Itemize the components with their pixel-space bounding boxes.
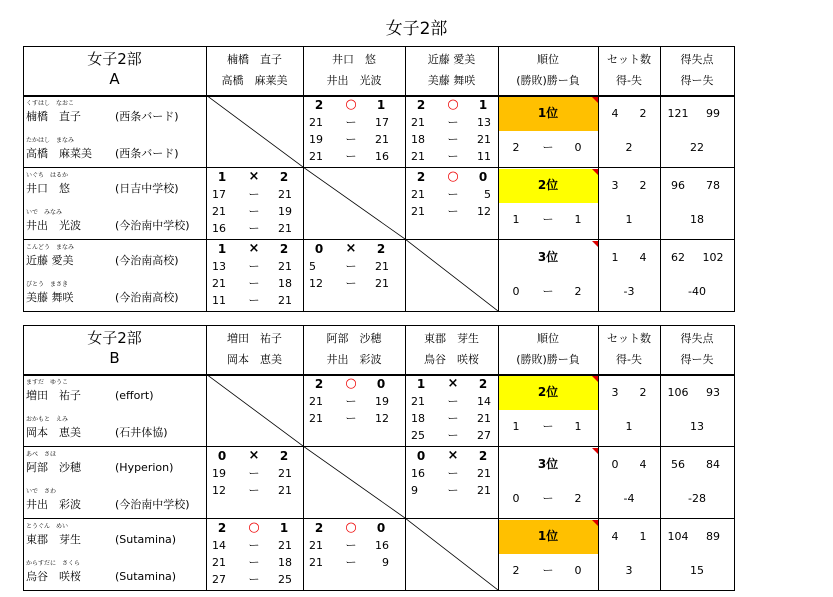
player-club: (今治南高校) [115,291,179,304]
game-score-left: 21 [309,539,323,552]
player-name: 岡本 恵美 [26,426,81,439]
rank-marker [592,448,598,454]
match-sets-lost: 0 [478,170,488,184]
game-score-left: 19 [212,467,226,480]
wins-losses-dash: ー [542,420,554,433]
rank-value: 1位 [537,529,559,543]
player-name: 井口 悠 [26,182,70,195]
game-score-dash: ー [248,205,260,218]
game-score-left: 16 [411,467,425,480]
game-score-dash: ー [248,484,260,497]
player-club: (西条バード) [115,110,179,123]
sets-won: 1 [611,251,619,264]
header-rank: 順位 [537,332,559,345]
game-score-right: 25 [278,573,292,586]
rank-marker [592,97,598,103]
win-circle-icon: ○ [345,520,357,535]
player-club: (Sutamina) [115,570,177,583]
loss-cross-icon: × [248,241,260,256]
game-score-dash: ー [447,412,459,425]
match-sets-lost: 2 [279,242,289,256]
player-club: (effort) [115,389,154,402]
player-name: 楠橋 直子 [26,110,81,123]
game-score-right: 21 [278,222,292,235]
sets-won: 0 [611,458,619,471]
grid-hline [23,590,735,591]
match-sets-won: 2 [314,377,324,391]
player-furigana: いぐち はるか [26,172,69,179]
points-diff: 13 [690,420,704,433]
win-circle-icon: ○ [345,376,357,391]
game-score-right: 21 [278,467,292,480]
sets-diff: 1 [625,213,633,226]
wins-losses-dash: ー [542,285,554,298]
game-score-right: 19 [278,205,292,218]
game-score-right: 21 [278,484,292,497]
game-score-right: 21 [477,484,491,497]
game-score-left: 21 [212,277,226,290]
game-score-dash: ー [248,260,260,273]
game-score-left: 11 [212,294,226,307]
player-name: 増田 祐子 [26,389,81,402]
game-score-dash: ー [447,188,459,201]
header-set: セット数 [607,53,651,66]
game-score-dash: ー [345,116,357,129]
losses-value: 0 [574,141,582,154]
points-diff: 22 [690,141,704,154]
points-for: 56 [671,458,685,471]
column-header-player: 近藤 愛美 [427,53,476,66]
column-header-player: 美藤 舞咲 [427,74,476,87]
game-score-left: 12 [309,277,323,290]
rank-value: 3位 [537,457,559,471]
game-score-left: 21 [309,150,323,163]
player-furigana: こんどう まなみ [26,244,75,251]
column-header-player: 増田 祐子 [227,332,282,345]
loss-cross-icon: × [248,169,260,184]
game-score-right: 18 [278,556,292,569]
self-match-diagonal [405,518,498,590]
wins-value: 0 [512,492,520,505]
wins-losses-dash: ー [542,492,554,505]
sets-won: 3 [611,179,619,192]
wins-losses-dash: ー [542,141,554,154]
group-a-table [23,46,734,313]
player-furigana: おかもと えみ [26,416,69,423]
player-name: 美藤 舞咲 [26,291,74,304]
column-header-player: 高橋 麻莱美 [221,74,288,87]
match-sets-won: 2 [314,521,324,535]
sets-lost: 2 [639,179,647,192]
sets-lost: 1 [639,530,647,543]
points-for: 121 [667,107,689,120]
points-for: 96 [671,179,685,192]
game-score-right: 16 [375,150,389,163]
game-score-dash: ー [345,133,357,146]
match-sets-won: 0 [416,449,426,463]
game-score-right: 5 [484,188,491,201]
sets-lost: 4 [639,458,647,471]
game-score-right: 21 [278,539,292,552]
group-letter: A [109,70,120,88]
rank-marker [592,241,598,247]
column-header-player: 阿部 沙穂 [326,332,382,345]
match-sets-lost: 1 [279,521,289,535]
game-score-left: 5 [309,260,316,273]
player-furigana: いで さわ [26,488,57,495]
column-header-player: 楠橋 直子 [227,53,282,66]
loss-cross-icon: × [447,376,459,391]
header-rank-sub: (勝敗)勝ー負 [516,74,580,87]
match-sets-won: 2 [217,521,227,535]
header-rank: 順位 [537,53,559,66]
sets-diff: 2 [625,141,633,154]
game-score-dash: ー [248,467,260,480]
points-against: 102 [702,251,724,264]
game-score-right: 12 [375,412,389,425]
game-score-dash: ー [345,395,357,408]
game-score-left: 21 [309,412,323,425]
game-score-dash: ー [248,294,260,307]
player-name: 近藤 愛美 [26,254,74,267]
player-club: (西条バード) [115,147,179,160]
page-title: 女子2部 [385,19,448,39]
game-score-dash: ー [248,188,260,201]
loss-cross-icon: × [248,448,260,463]
game-score-right: 17 [375,116,389,129]
column-header-player: 井口 悠 [332,53,376,66]
rank-marker [592,169,598,175]
group-label: 女子2部 [87,329,142,347]
game-score-right: 21 [477,412,491,425]
grid-hline [23,374,735,376]
loss-cross-icon: × [345,241,357,256]
game-score-dash: ー [345,277,357,290]
column-header-player: 鳥谷 咲桜 [424,353,479,366]
player-club: (日吉中学校) [115,182,179,195]
game-score-dash: ー [447,467,459,480]
game-score-left: 9 [411,484,418,497]
grid-hline [23,239,735,240]
player-name: 井出 光波 [26,219,81,232]
grid-vline [734,325,735,590]
header-points-sub: 得ー失 [680,353,714,366]
game-score-dash: ー [447,116,459,129]
sets-won: 4 [611,530,619,543]
player-furigana: からすだに さくら [26,560,81,567]
game-score-left: 12 [212,484,226,497]
player-club: (Sutamina) [115,533,177,546]
header-set-sub: 得-失 [616,353,642,366]
game-score-left: 21 [411,188,425,201]
game-score-right: 9 [382,556,389,569]
player-furigana: あべ さほ [26,451,57,458]
player-name: 井出 彩波 [26,498,81,511]
match-sets-won: 1 [416,377,426,391]
grid-hline [23,518,735,519]
sets-lost: 4 [639,251,647,264]
player-furigana: たかはし まなみ [26,137,75,144]
grid-hline [23,325,735,326]
match-sets-won: 2 [416,98,426,112]
player-furigana: とうぐん めい [26,523,69,530]
rank-marker [592,376,598,382]
sets-diff: -4 [623,492,635,505]
match-sets-lost: 2 [478,377,488,391]
player-name: 阿部 沙穂 [26,461,81,474]
grid-hline [23,95,735,97]
header-set-sub: 得-失 [616,74,642,87]
win-circle-icon: ○ [447,169,459,184]
game-score-right: 27 [477,429,491,442]
match-sets-won: 2 [314,98,324,112]
self-match-diagonal [303,167,405,239]
game-score-right: 11 [477,150,491,163]
game-score-right: 21 [375,133,389,146]
game-score-dash: ー [345,412,357,425]
sets-won: 4 [611,107,619,120]
wins-value: 1 [512,213,520,226]
header-rank-sub: (勝敗)勝ー負 [516,353,580,366]
game-score-dash: ー [447,395,459,408]
player-club: (石井体協) [115,426,168,439]
game-score-left: 18 [411,412,425,425]
player-furigana: ますだ ゆうこ [26,379,69,386]
game-score-right: 14 [477,395,491,408]
points-diff: 18 [690,213,704,226]
player-furigana: びとう まさき [26,281,69,288]
match-sets-won: 2 [416,170,426,184]
rank-value: 2位 [537,178,559,192]
points-against: 84 [706,458,720,471]
game-score-left: 18 [411,133,425,146]
game-score-right: 21 [375,277,389,290]
wins-value: 1 [512,420,520,433]
grid-hline [23,46,735,47]
header-points: 得失点 [680,332,714,345]
game-score-dash: ー [447,484,459,497]
game-score-left: 14 [212,539,226,552]
game-score-left: 19 [309,133,323,146]
game-score-right: 13 [477,116,491,129]
sets-won: 3 [611,386,619,399]
game-score-right: 18 [278,277,292,290]
header-points-sub: 得ー失 [680,74,714,87]
game-score-left: 21 [309,556,323,569]
game-score-left: 16 [212,222,226,235]
player-club: (今治南中学校) [115,498,190,511]
game-score-left: 21 [212,205,226,218]
game-score-left: 21 [411,395,425,408]
points-for: 104 [667,530,689,543]
sets-diff: 1 [625,420,633,433]
group-label: 女子2部 [87,50,142,68]
points-against: 89 [706,530,720,543]
game-score-dash: ー [447,429,459,442]
group-letter: B [109,349,120,367]
match-sets-lost: 2 [478,449,488,463]
points-against: 93 [706,386,720,399]
win-circle-icon: ○ [248,520,260,535]
rank-marker [592,520,598,526]
rank-value: 1位 [537,106,559,120]
game-score-right: 16 [375,539,389,552]
points-diff: 15 [690,564,704,577]
match-sets-won: 0 [217,449,227,463]
column-header-player: 井出 彩波 [326,353,382,366]
game-score-left: 21 [309,116,323,129]
losses-value: 2 [574,285,582,298]
game-score-dash: ー [248,556,260,569]
game-score-dash: ー [345,556,357,569]
game-score-right: 21 [477,133,491,146]
grid-hline [23,311,735,312]
sets-lost: 2 [639,107,647,120]
game-score-dash: ー [345,539,357,552]
match-sets-lost: 2 [279,170,289,184]
player-club: (Hyperion) [115,461,174,474]
win-circle-icon: ○ [447,97,459,112]
rank-value: 2位 [537,385,559,399]
player-name: 東郡 芽生 [26,533,81,546]
match-sets-lost: 1 [478,98,488,112]
column-header-player: 岡本 恵美 [227,353,282,366]
points-for: 106 [667,386,689,399]
game-score-right: 21 [278,188,292,201]
game-score-dash: ー [345,260,357,273]
game-score-left: 21 [212,556,226,569]
match-sets-lost: 0 [376,377,386,391]
losses-value: 0 [574,564,582,577]
match-sets-won: 1 [217,242,227,256]
game-score-left: 27 [212,573,226,586]
wins-value: 0 [512,285,520,298]
self-match-diagonal [206,95,303,167]
sets-lost: 2 [639,386,647,399]
self-match-diagonal [405,239,498,311]
points-for: 62 [671,251,685,264]
game-score-left: 17 [212,188,226,201]
player-furigana: くすはし なおこ [26,100,75,107]
game-score-left: 21 [411,205,425,218]
game-score-right: 21 [278,294,292,307]
game-score-dash: ー [248,573,260,586]
losses-value: 2 [574,492,582,505]
match-sets-lost: 2 [279,449,289,463]
sets-diff: -3 [623,285,635,298]
group-b-table [23,325,734,592]
game-score-dash: ー [447,150,459,163]
header-set: セット数 [607,332,651,345]
losses-value: 1 [574,420,582,433]
game-score-right: 19 [375,395,389,408]
game-score-dash: ー [345,150,357,163]
losses-value: 1 [574,213,582,226]
wins-losses-dash: ー [542,564,554,577]
player-name: 烏谷 咲桜 [26,570,81,583]
win-circle-icon: ○ [345,97,357,112]
match-sets-lost: 1 [376,98,386,112]
game-score-left: 21 [309,395,323,408]
match-sets-won: 1 [217,170,227,184]
game-score-dash: ー [248,277,260,290]
player-club: (今治南中学校) [115,219,190,232]
rank-value: 3位 [537,250,559,264]
game-score-right: 12 [477,205,491,218]
player-furigana: いで みなみ [26,209,63,216]
game-score-right: 21 [278,260,292,273]
column-header-player: 東郡 芽生 [424,332,479,345]
points-against: 99 [706,107,720,120]
match-sets-lost: 2 [376,242,386,256]
self-match-diagonal [206,374,303,446]
wins-value: 2 [512,141,520,154]
grid-vline [734,46,735,311]
game-score-left: 21 [411,150,425,163]
game-score-left: 21 [411,116,425,129]
game-score-dash: ー [248,222,260,235]
header-points: 得失点 [680,53,714,66]
column-header-player: 井出 光波 [326,74,382,87]
game-score-dash: ー [447,133,459,146]
player-club: (今治南高校) [115,254,179,267]
match-sets-lost: 0 [376,521,386,535]
wins-losses-dash: ー [542,213,554,226]
points-diff: -40 [688,285,706,298]
game-score-left: 25 [411,429,425,442]
points-diff: -28 [688,492,706,505]
game-score-right: 21 [375,260,389,273]
game-score-dash: ー [248,539,260,552]
loss-cross-icon: × [447,448,459,463]
wins-value: 2 [512,564,520,577]
self-match-diagonal [303,446,405,518]
game-score-left: 13 [212,260,226,273]
game-score-right: 21 [477,467,491,480]
points-against: 78 [706,179,720,192]
match-sets-won: 0 [314,242,324,256]
sets-diff: 3 [625,564,633,577]
player-name: 高橋 麻菜美 [26,147,92,160]
game-score-dash: ー [447,205,459,218]
